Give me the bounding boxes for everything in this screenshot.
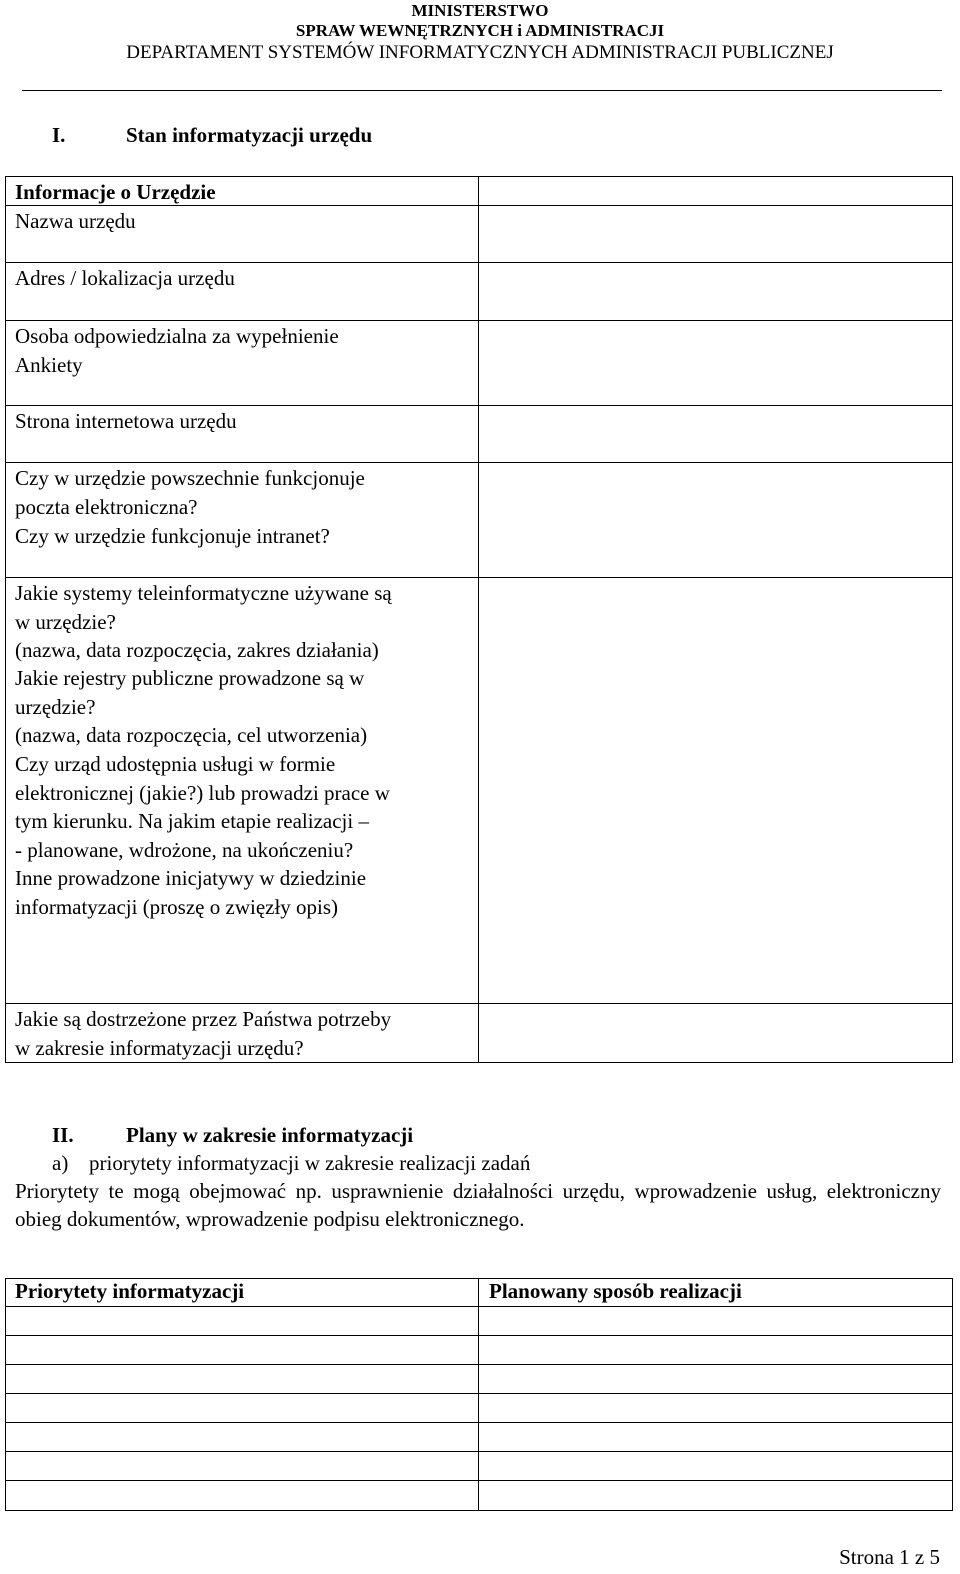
office-info-label: Jakie systemy teleinformatyczne używane są bbox=[15, 581, 392, 605]
priorities-intro: Priorytety te mogą obejmować np. usprawnienie działalności urzędu, wprowadzenie usług, elektroniczny obieg dokumentów, wprowadzenie podpisu elektronicznego. bbox=[15, 1179, 941, 1231]
office-info-label: urzędzie? bbox=[15, 694, 96, 719]
section-1-number: I. bbox=[52, 123, 66, 147]
priority-cell[interactable] bbox=[6, 1365, 477, 1392]
office-info-answer-field[interactable] bbox=[479, 521, 951, 576]
office-info-label: Strona internetowa urzędu bbox=[15, 409, 237, 433]
office-info-label: Czy urząd udostępnia usługi w formie bbox=[15, 752, 336, 776]
office-info-answer-field[interactable] bbox=[479, 406, 951, 461]
office-info-label: (nazwa, data rozpoczęcia, cel utworzenia) bbox=[15, 723, 368, 747]
office-info-label: Czy w urzędzie funkcjonuje intranet? bbox=[15, 524, 330, 548]
section-1-title: Stan informatyzacji urzędu bbox=[126, 123, 373, 147]
office-info-label: Nazwa urzędu bbox=[15, 209, 136, 233]
priority-cell[interactable] bbox=[6, 1336, 477, 1363]
subsection-a bbox=[52, 1149, 530, 1177]
implementation-cell[interactable] bbox=[479, 1307, 951, 1334]
table-border-right bbox=[952, 176, 953, 1063]
office-info-label: Inne prowadzone inicjatywy w dziedzinie bbox=[15, 866, 367, 890]
office-info-label: w zakresie informatyzacji urzędu? bbox=[15, 1035, 304, 1060]
section-2-title: Plany w zakresie informatyzacji bbox=[126, 1123, 414, 1147]
office-info-answer-field[interactable] bbox=[479, 863, 951, 1002]
implementation-cell[interactable] bbox=[479, 1394, 951, 1421]
office-info-answer-field[interactable] bbox=[479, 578, 951, 661]
office-info-label: (nazwa, data rozpoczęcia, zakres działania) bbox=[15, 638, 379, 662]
office-info-label: Jakie rejestry publiczne prowadzone są w bbox=[15, 666, 365, 690]
priority-cell[interactable] bbox=[6, 1307, 477, 1334]
implementation-cell[interactable] bbox=[479, 1481, 951, 1509]
priority-cell[interactable] bbox=[6, 1394, 477, 1421]
office-info-label: Adres / lokalizacja urzędu bbox=[15, 266, 235, 290]
office-info-label: tym kierunku. Na jakim etapie realizacji – bbox=[15, 809, 369, 833]
office-info-answer-field[interactable] bbox=[479, 1004, 951, 1061]
office-info-answer-field[interactable] bbox=[479, 663, 951, 747]
office-info-answer-field[interactable] bbox=[479, 206, 951, 261]
office-info-label: w urzędzie? bbox=[15, 609, 116, 634]
priorities-col-header: Priorytety informatyzacji bbox=[15, 1279, 245, 1303]
header-rule bbox=[22, 90, 942, 91]
office-info-label: elektronicznej (jakie?) lub prowadzi prace w bbox=[15, 780, 390, 805]
priority-cell[interactable] bbox=[6, 1481, 477, 1509]
priority-cell[interactable] bbox=[6, 1452, 477, 1479]
office-info-label: Osoba odpowiedzialna za wypełnienie bbox=[15, 324, 339, 348]
ministry-name-line1: MINISTERSTWO bbox=[411, 1, 549, 20]
table-border-left bbox=[5, 176, 6, 1063]
table-border-h bbox=[5, 1062, 953, 1063]
section-2-number: II. bbox=[52, 1123, 74, 1147]
office-info-answer-field[interactable] bbox=[479, 263, 951, 319]
table-border-h bbox=[5, 1278, 953, 1279]
page-number: Strona 1 z 5 bbox=[839, 1545, 940, 1569]
office-info-header: Informacje o Urzędzie bbox=[15, 180, 216, 204]
implementation-cell[interactable] bbox=[479, 1452, 951, 1479]
subsection-a-title: priorytety informatyzacji w zakresie realizacji zadań bbox=[89, 1151, 531, 1175]
priority-cell[interactable] bbox=[6, 1423, 477, 1450]
implementation-cell[interactable] bbox=[479, 1336, 951, 1363]
implementation-cell[interactable] bbox=[479, 1365, 951, 1392]
office-info-answer-field[interactable] bbox=[479, 321, 951, 404]
office-info-label: informatyzacji (proszę o zwięzły opis) bbox=[15, 894, 339, 919]
department-name: DEPARTAMENT SYSTEMÓW INFORMATYCZNYCH ADMINISTRACJI PUBLICZNEJ bbox=[126, 42, 834, 63]
subsection-a-marker: a) bbox=[52, 1151, 69, 1175]
implementation-col-header: Planowany sposób realizacji bbox=[489, 1279, 742, 1303]
table-border-h bbox=[5, 1510, 953, 1511]
office-info-answer-field[interactable] bbox=[479, 463, 951, 519]
office-info-label: - planowane, wdrożone, na ukończeniu? bbox=[15, 837, 354, 862]
office-info-label: Czy w urzędzie powszechnie funkcjonuje bbox=[15, 466, 365, 490]
ministry-name-line2: SPRAW WEWNĘTRZNYCH i ADMINISTRACJI bbox=[295, 21, 665, 40]
implementation-cell[interactable] bbox=[479, 1423, 951, 1450]
office-info-answer-field[interactable] bbox=[479, 749, 951, 861]
office-info-label: Jakie są dostrzeżone przez Państwa potrzeby bbox=[15, 1007, 392, 1031]
table-border-h bbox=[5, 176, 953, 177]
table-border-right bbox=[952, 1278, 953, 1511]
office-info-label: poczta elektroniczna? bbox=[15, 494, 198, 519]
office-info-label: Ankiety bbox=[15, 352, 83, 377]
